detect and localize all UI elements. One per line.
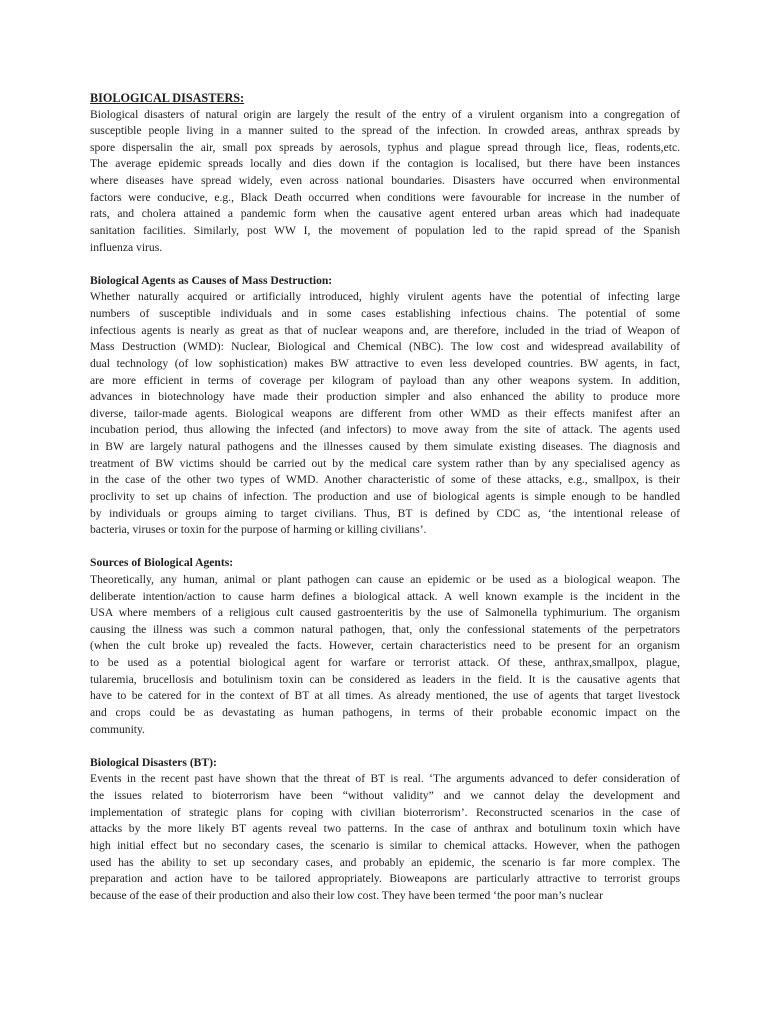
text-line: to be used as a potential biological agent for warfare or terrorist attack. Of these, anthrax,smallpox, plague, — [90, 656, 680, 670]
text-line: used has the ability to set up secondary cases, and probably an epidemic, the scenario is far more complex. The — [90, 855, 680, 869]
text-line: sanitation facilities. Similarly, post WW I, the movement of population led to the rapid spread of the Spanish — [90, 223, 680, 237]
text-line: incubation period, thus allowing the infected (and infectors) to move away from the site of attack. The agents used — [90, 423, 680, 437]
text-line: are more efficient in terms of coverage per kilogram of payload than any other weapons system. In addition, — [90, 373, 680, 387]
paragraph-gap — [90, 539, 680, 556]
text-line: dual technology (of low sophistication) makes BW attractive to even less developed countries. BW agents, in fact, — [90, 356, 680, 370]
text-line: proclivity to set up chains of infection. The production and use of biological agents is simple enough to be handled — [90, 489, 680, 503]
text-line: USA where members of a religious cult caused gastroenteritis by the use of Salmonella typhimurium. The organism — [90, 606, 680, 620]
text-line: high initial effect but no secondary cases, the scenario is similar to chemical attacks. However, when the pathogen — [90, 838, 680, 852]
text-line: infectious agents is nearly as great as that of nuclear weapons and, are therefore, included in the triad of Weapon of — [90, 323, 680, 337]
paragraph-gap — [90, 738, 680, 755]
section-heading: Biological Agents as Causes of Mass Destruction: — [90, 273, 333, 287]
text-line: community. — [90, 722, 145, 736]
text-line: Events in the recent past have shown that the threat of BT is real. ‘The arguments advanced to defer consideration of — [90, 772, 680, 786]
text-line: where diseases have spread widely, even across national boundaries. Disasters have occurred when environmental — [90, 174, 680, 188]
text-line: and crops could be as devastating as human pathogens, in terms of their probable economic impact on the — [90, 705, 680, 719]
document-title: BIOLOGICAL DISASTERS: — [90, 91, 245, 105]
text-line: in the case of the other two types of WMD. Another characteristic of some of these attacks, e.g., smallpox, is their — [90, 473, 680, 487]
document-body — [90, 107, 680, 905]
text-line: implementation of strategic plans for coping with civilian bioterrorism’. Reconstructed scenarios in the case of — [90, 805, 680, 819]
document-section — [90, 107, 680, 257]
paragraph-gap — [90, 256, 680, 273]
document-section — [90, 539, 680, 738]
section-heading: Biological Disasters (BT): — [90, 755, 217, 769]
section-heading: Sources of Biological Agents: — [90, 556, 234, 570]
text-line: influenza virus. — [90, 240, 163, 254]
text-line: deliberate intention/action to cause harm defines a biological attack. A well known example is the incident in the — [90, 589, 680, 603]
text-line: numbers of susceptible individuals and in some cases establishing infectious chains. The potential of some — [90, 307, 680, 321]
document-section — [90, 738, 680, 904]
text-line: Whether naturally acquired or artificially introduced, highly virulent agents have the potential of infecting large — [90, 290, 680, 304]
text-line: bacteria, viruses or toxin for the purpose of harming or killing civilians’. — [90, 523, 427, 537]
text-line: Mass Destruction (WMD): Nuclear, Biological and Chemical (NBC). The low cost and widespread availability of — [90, 340, 680, 354]
text-line: causing the illness was such a common natural pathogen, that, only the confessional statements of the perpetrators — [90, 622, 680, 636]
text-line: (when the cult broke up) revealed the facts. However, certain characteristics need to be present for an organism — [90, 639, 680, 653]
text-line: because of the ease of their production and also their low cost. They have been termed ‘the poor man’s nuclear — [90, 888, 603, 902]
document-section — [90, 256, 680, 539]
text-line: susceptible people living in a manner suited to the spread of the infection. In crowded areas, anthrax spreads by — [90, 124, 680, 138]
text-line: preparation and action have to be tailored appropriately. Bioweapons are particularly attractive to terrorist groups — [90, 872, 680, 886]
text-line: by individuals or groups aiming to target civilians. Thus, BT is defined by CDC as, ‘the intentional release of — [90, 506, 680, 520]
text-line: in BW are largely natural pathogens and the illnesses caused by them simulate existing diseases. The diagnosis and — [90, 440, 680, 454]
text-line: advances in biotechnology have made their production simpler and also enhanced the ability to produce more — [90, 390, 680, 404]
text-line: Theoretically, any human, animal or plant pathogen can cause an epidemic or be used as a biological weapon. The — [90, 572, 680, 586]
text-line: diverse, tailor-made agents. Biological weapons are different from other WMD as their effects manifest after an — [90, 406, 680, 420]
text-line: the issues related to bioterrorism have been “without validity” and we cannot delay the development and — [90, 789, 680, 803]
document-page — [90, 90, 680, 904]
text-line: spore dispersalin the air, small pox spreads by aerosols, typhus and plague spread through lice, fleas, rodents,etc. — [90, 140, 680, 154]
text-line: attacks by the more likely BT agents reveal two patterns. In the case of anthrax and botulinum toxin which have — [90, 822, 680, 836]
text-line: rats, and cholera attained a pandemic form when the causative agent entered urban areas which had inadequate — [90, 207, 680, 221]
text-line: tularemia, brucellosis and botulinism toxin can be considered as leaders in the field. It is the causative agents that — [90, 672, 680, 686]
text-line: The average epidemic spreads locally and dies down if the contagion is localised, but there have been instances — [90, 157, 680, 171]
text-line: treatment of BW victims should be carried out by the medical care system rather than by any specialised agency as — [90, 456, 680, 470]
text-line: have to be catered for in the context of BT at all times. As already mentioned, the use of agents that target livestock — [90, 689, 680, 703]
text-line: factors were conducive, e.g., Black Death occurred when conditions were favourable for increase in the number of — [90, 190, 680, 204]
text-line: Biological disasters of natural origin are largely the result of the entry of a virulent organism into a congregation of — [90, 107, 680, 121]
